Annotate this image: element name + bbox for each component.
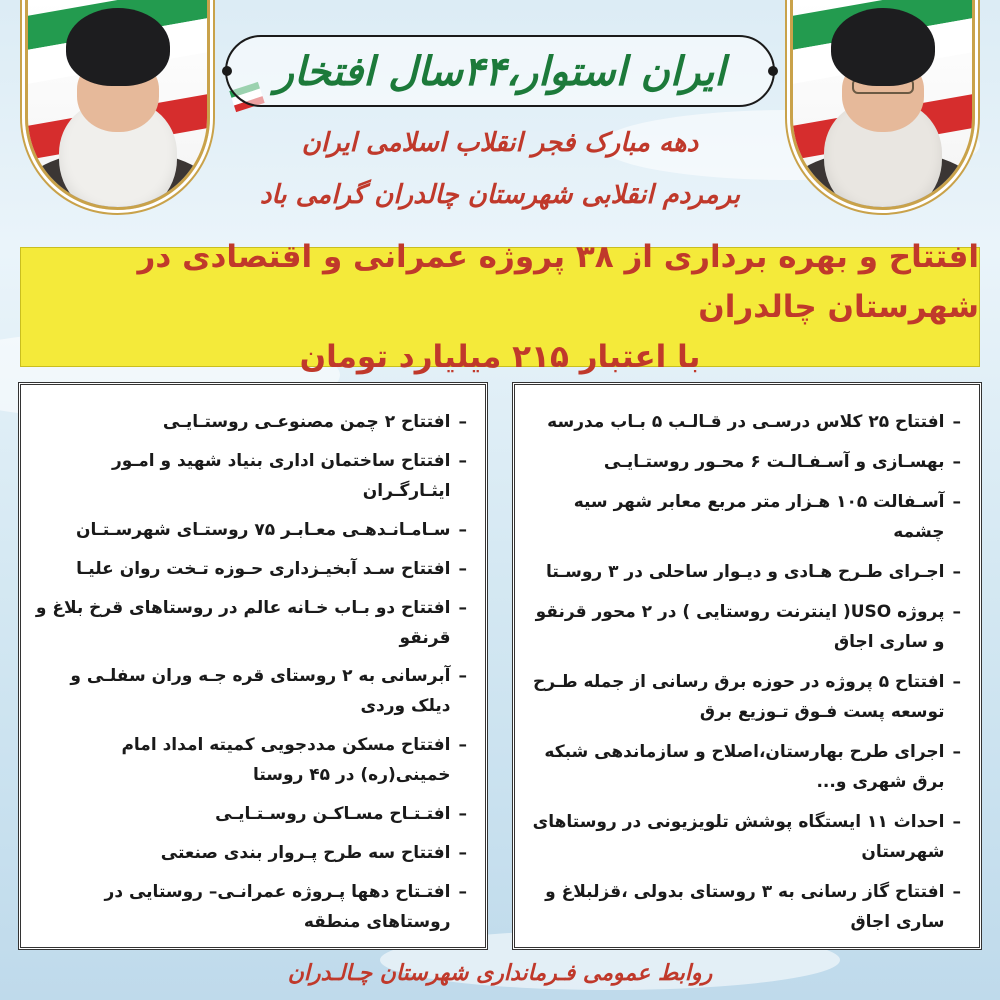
list-item-text: افتتاح ۲ چمن مصنوعـی روستـایـی <box>162 412 451 432</box>
list-dash: – <box>952 882 961 902</box>
list-item <box>33 515 467 545</box>
list-dash: – <box>952 672 961 692</box>
list-item-text: اجرای طرح بهارستان،اصلاح و سازماندهی شبکه برق شهری و... <box>544 742 945 792</box>
list-item <box>33 407 467 437</box>
slogan-dot-left <box>222 66 232 76</box>
list-item-text: افتتاح سـد آبخیـزداری حـوزه تـخت روان علیـا <box>76 558 451 579</box>
projects-list-left <box>18 382 488 950</box>
list-item-text: افتتاح گاز رسانی به ۳ روستای بدولی ،قزلبلاغ و ساری اجاق <box>545 882 945 932</box>
list-item <box>33 554 467 584</box>
headline-line-2: با اعتبار ۲۱۵ میلیارد تومان <box>299 339 701 375</box>
portrait-turban <box>831 8 935 86</box>
portrait-right <box>790 0 975 210</box>
list-item <box>33 877 467 937</box>
list-dash: – <box>952 412 961 432</box>
list-item-text: سـامـانـدهـی معـابـر ۷۵ روستـای شهرسـتـان <box>76 519 451 540</box>
list-dash: – <box>458 412 467 432</box>
list-item <box>33 593 467 653</box>
list-item-text: افتتاح ساختمان اداری بنیاد شهید و امـور ایثـارگـران <box>111 450 451 501</box>
list-item-text: پروژه USO( اینترنت روستایی ) در ۲ محور قرنقو و ساری اجاق <box>535 602 945 652</box>
list-dash: – <box>952 452 961 472</box>
greeting-line-1: دهه مبارک فجر انقلاب اسلامی ایران <box>301 128 699 158</box>
list-item <box>527 597 961 657</box>
list-dash: – <box>952 492 961 512</box>
list-item-text: آسـفالت ۱۰۵ هـزار متر مربع معابر شهر سیه چشمه <box>573 492 945 542</box>
list-item <box>527 877 961 937</box>
list-item-text: افتتاح مسکن مددجویی کمیته امداد امام خمینی(ره) در ۴۵ روستا <box>121 735 451 786</box>
list-item-text: احداث ۱۱ ایستگاه پوشش تلویزیونی در روستاهای شهرستان <box>532 812 945 862</box>
list-item <box>527 807 961 867</box>
list-dash: – <box>458 881 467 902</box>
list-item <box>33 446 467 506</box>
slogan-banner <box>225 35 775 107</box>
list-item <box>33 799 467 829</box>
slogan-text: ایران استوار،۴۴سال افتخار <box>274 47 726 95</box>
list-item <box>33 661 467 721</box>
list-item-text: اجـرای طـرح هـادی و دیـوار ساحلی در ۳ روسـتا <box>545 562 945 582</box>
list-dash: – <box>458 666 467 687</box>
list-dash: – <box>458 597 467 618</box>
list-item <box>33 838 467 868</box>
list-item-text: افتتاح سه طرح پـروار بندی صنعتی <box>160 843 451 863</box>
list-item <box>527 557 961 587</box>
list-item <box>527 487 961 547</box>
list-dash: – <box>458 450 467 471</box>
list-item-text: افتـتـاح مسـاکـن روسـتـایـی <box>215 804 451 825</box>
headline-line-1: افتتاح و بهره برداری از ۳۸ پروژه عمرانی و اقتصادی در شهرستان چالدران <box>137 239 979 325</box>
list-dash: – <box>458 843 467 863</box>
footer-credit: روابط عمومی فـرمانداری شهرستان چـالـدران <box>287 960 713 986</box>
list-dash: – <box>952 742 961 762</box>
list-item <box>527 447 961 477</box>
portrait-turban <box>66 8 170 86</box>
list-dash: – <box>952 562 961 582</box>
portrait-left <box>25 0 210 210</box>
list-item-text: افتتاح ۵ پروژه در حوزه برق رسانی از جمله طـرح توسعه پست فـوق تـوزیع برق <box>532 672 945 722</box>
list-dash: – <box>458 735 467 756</box>
list-item-text: افتتاح دو بـاب خـانه عالم در روستاهای قرخ بلاغ و قرنقو <box>35 597 451 648</box>
list-dash: – <box>458 558 467 579</box>
list-dash: – <box>952 812 961 832</box>
list-item-text: بهسـازی و آسـفـالـت ۶ محـور روستـایـی <box>603 452 945 472</box>
list-dash: – <box>458 804 467 825</box>
slogan-dot-right <box>768 66 778 76</box>
projects-list-right <box>512 382 982 950</box>
list-item <box>527 407 961 437</box>
headline-banner <box>20 239 980 375</box>
list-item-text: آبرسانی به ۲ روستای قره جـه وران سفلـی و دیلک وردی <box>70 666 451 717</box>
greeting-line-2: برمردم انقلابی شهرستان چالدران گرامی باد <box>259 180 741 210</box>
list-dash: – <box>952 602 961 622</box>
list-item <box>33 730 467 790</box>
list-item <box>527 667 961 727</box>
list-item-text: افتتاح ۲۵ کلاس درسـی در قـالـب ۵ بـاب مدرسه <box>547 412 945 432</box>
list-item-text: افتـتاح دهها پـروژه عمرانـی– روستایی در روستاهای منطقه <box>104 881 451 932</box>
list-item <box>527 737 961 797</box>
list-dash: – <box>458 519 467 540</box>
